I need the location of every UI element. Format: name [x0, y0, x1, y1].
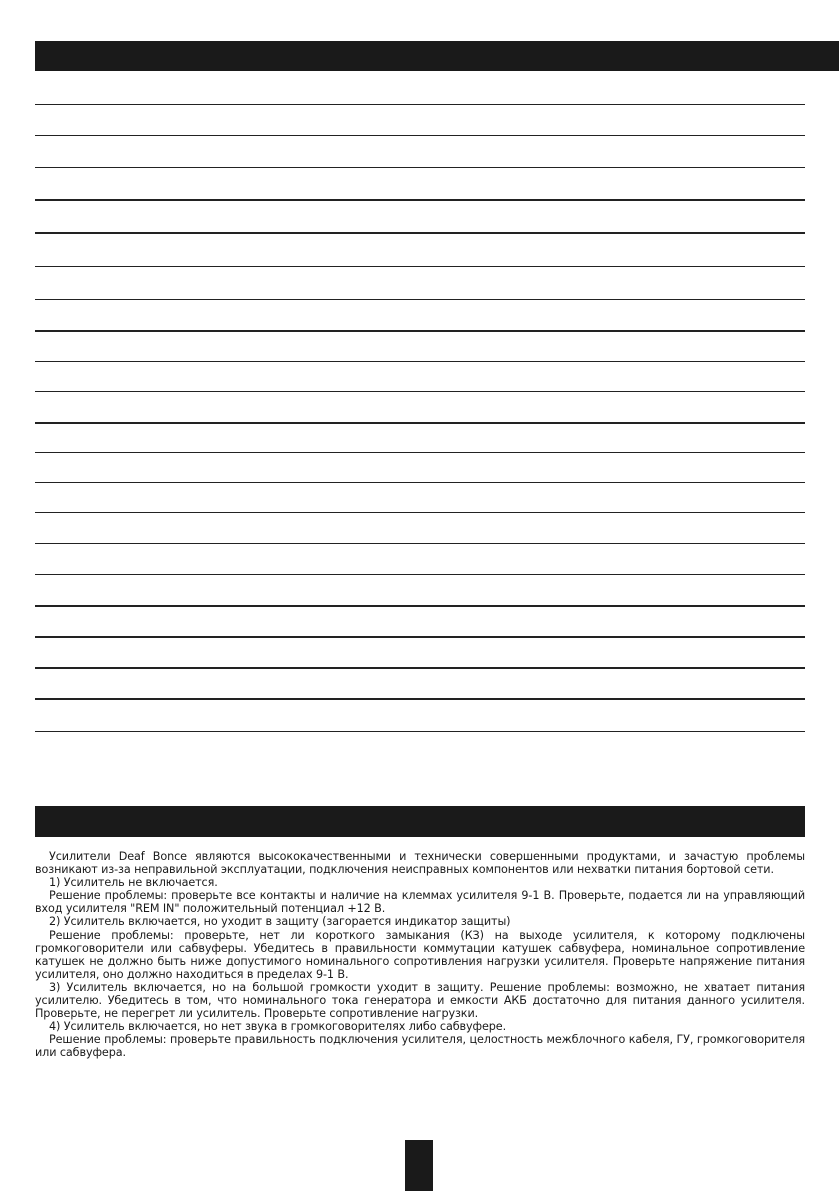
table-rule: [35, 391, 805, 392]
table-rule: [35, 104, 805, 105]
intro-paragraph: Усилители Deaf Bonce являются высококачественными и технически совершенными продуктами, и зачастую проблемы возникают из-за неправильной эксплуатации, подключения неисправных компонентов или нехватки питания бортовой сети.: [35, 850, 805, 877]
table-rule: [35, 543, 805, 544]
table-rule: [35, 574, 805, 575]
problem-1-title: 1) Усилитель не включается.: [49, 876, 218, 890]
table-rule: [35, 167, 805, 168]
table-rule: [35, 636, 805, 638]
problem-1-solution: Решение проблемы: проверьте все контакты и наличие на клеммах усилителя 9-1 В. Проверьте, подается ли на управляющий вход усилителя "REM IN" положительный потенциал +12 В.: [35, 889, 805, 916]
top-header-bar: [35, 41, 839, 71]
troubleshooting-text: [35, 850, 805, 1060]
problem-4-solution: Решение проблемы: проверьте правильность подключения усилителя, целостность межблочного кабеля, ГУ, громкоговорителя или сабвуфера.: [35, 1033, 805, 1060]
table-rule: [35, 605, 805, 607]
table-rule: [35, 361, 805, 362]
table-rule: [35, 731, 805, 732]
troubleshooting-header-bar: [35, 806, 805, 837]
table-rule: [35, 266, 805, 267]
table-rule: [35, 330, 805, 332]
table-rule: [35, 422, 805, 424]
page-number-tab: [405, 1140, 433, 1191]
table-rule: [35, 452, 805, 453]
table-rule: [35, 299, 805, 300]
table-rule: [35, 512, 805, 513]
problem-3-text: 3) Усилитель включается, но на большой громкости уходит в защиту. Решение проблемы: возможно, не хватает питания усилителю. Убедитесь в том, что номинального тока генератора и емкости АКБ достаточно для питания данного усилителя. Проверьте, не перегрет ли усилитель. Проверьте сопротивление нагрузки.: [35, 980, 805, 1021]
problem-4-title: 4) Усилитель включается, но нет звука в громкоговорителях либо сабвуфере.: [49, 1020, 507, 1034]
table-rule: [35, 667, 805, 669]
problem-2-solution: Решение проблемы: проверьте, нет ли короткого замыкания (КЗ) на выходе усилителя, к которому подключены громкоговорители или сабвуферы. Убедитесь в правильности коммутации катушек сабвуфера, номинальное сопротивление катушек не должно быть ниже допустимого номинального сопротивления нагрузки усилителя. Проверьте напряжение питания усилителя, оно должно находиться в пределах 9-1 В.: [35, 928, 805, 981]
table-rule: [35, 199, 805, 201]
table-rule: [35, 232, 805, 234]
table-rule: [35, 482, 805, 483]
table-rule: [35, 698, 805, 700]
problem-2-title: 2) Усилитель включается, но уходит в защиту (загорается индикатор защиты): [49, 915, 511, 929]
spec-table-rules: [35, 71, 805, 733]
table-rule: [35, 135, 805, 136]
